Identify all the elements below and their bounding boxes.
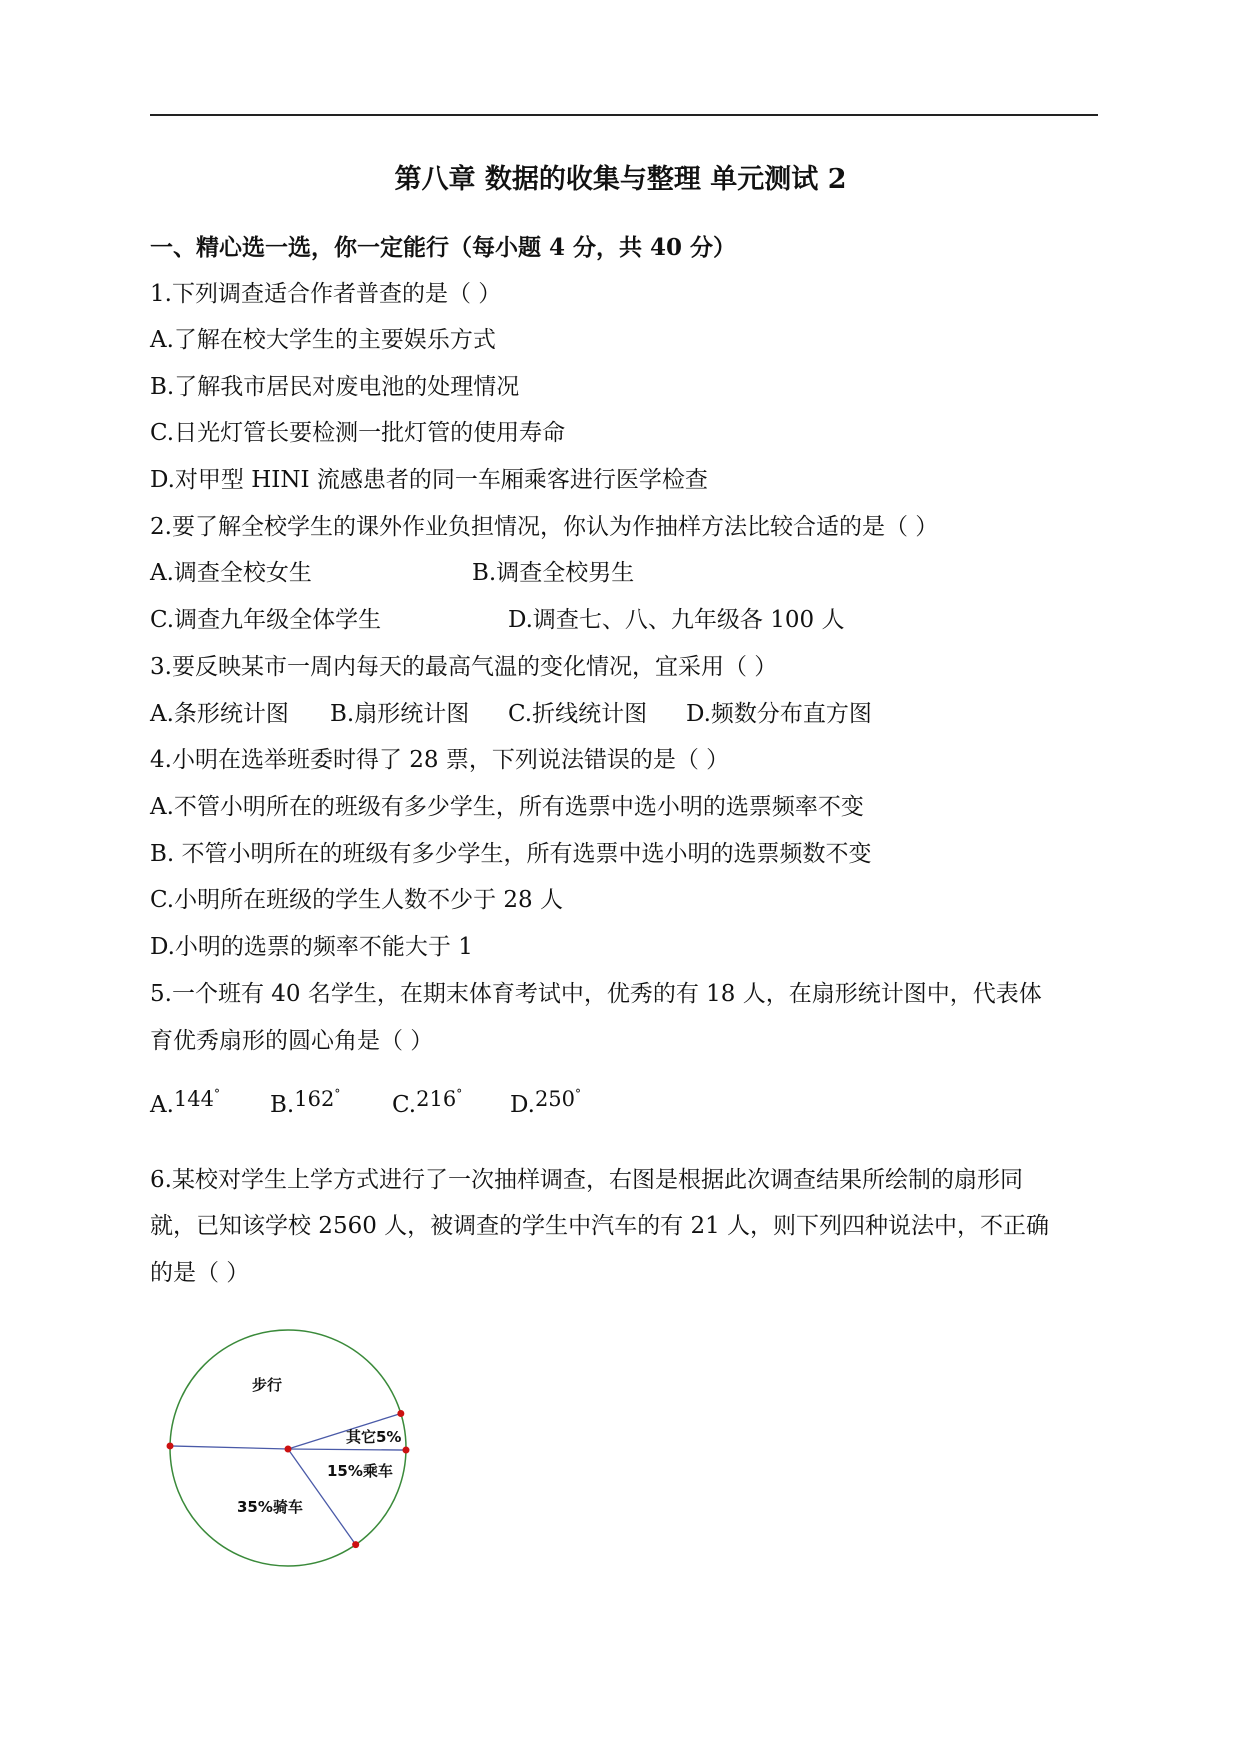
q3-option-b: B.扇形统计图: [330, 701, 470, 727]
q5-option-c-letter: C.: [392, 1092, 417, 1118]
q1-option-a: A.了解在校大学生的主要娱乐方式: [150, 327, 496, 353]
q4-option-b: B. 不管小明所在的班级有多少学生，所有选票中选小明的选票频数不变: [150, 841, 872, 867]
q5-option-a-value: 144: [173, 1087, 215, 1111]
q4-option-c: C.小明所在班级的学生人数不少于 28 人: [150, 887, 563, 913]
q5-option-b-value: 162: [294, 1087, 335, 1111]
q3-option-c: C.折线统计图: [508, 701, 648, 727]
q6-stem-line1: 6.某校对学生上学方式进行了一次抽样调查，右图是根据此次调查结果所绘制的扇形同: [150, 1167, 1023, 1193]
q5-option-a: [150, 1085, 220, 1128]
q1-option-c: C.日光灯管长要检测一批灯管的使用寿命: [150, 420, 566, 446]
q1-option-b: B.了解我市居民对废电池的处理情况: [150, 374, 520, 400]
q2-stem: 2.要了解全校学生的课外作业负担情况，你认为作抽样方法比较合适的是（ ）: [150, 514, 939, 540]
q5-option-d-letter: D.: [510, 1092, 535, 1118]
slice-label-bike: 35%骑车: [237, 1498, 303, 1516]
q4-option-d: D.小明的选票的频率不能大于 1: [150, 934, 473, 960]
degree-symbol: °: [456, 1087, 463, 1101]
q5-stem-line2: 育优秀扇形的圆心角是（ ）: [150, 1028, 434, 1054]
q2-option-a: A.调查全校女生: [150, 560, 312, 586]
boundary-other-bus: [288, 1449, 406, 1450]
q5-option-b: [270, 1085, 340, 1128]
slice-label-walk: 步行: [252, 1376, 283, 1394]
q3-stem: 3.要反映某市一周内每天的最高气温的变化情况，宜采用（ ）: [150, 654, 778, 680]
q3-option-d: D.频数分布直方图: [686, 701, 872, 727]
boundary-point: [397, 1410, 404, 1417]
q2-option-b: B.调查全校男生: [472, 560, 635, 586]
q5-option-c-value: 216: [416, 1087, 457, 1111]
q1-option-d: D.对甲型 HINI 流感患者的同一车厢乘客进行医学检查: [150, 467, 708, 493]
boundary-point: [167, 1442, 174, 1449]
q2-option-d: D.调查七、八、九年级各 100 人: [508, 607, 845, 633]
q5-option-d-value: 250: [534, 1087, 576, 1111]
q5-option-b-letter: B.: [270, 1092, 295, 1118]
q6-stem-line2: 就，已知该学校 2560 人，被调查的学生中汽车的有 21 人，则下列四种说法中，不正确: [150, 1213, 1050, 1239]
q5-option-c: [392, 1085, 462, 1128]
q3-option-a: A.条形统计图: [150, 701, 289, 727]
boundary-point: [352, 1541, 359, 1548]
boundary-walk-start: [170, 1446, 288, 1449]
page-title: 第八章 数据的收集与整理 单元测试 2: [394, 164, 847, 195]
slice-label-bus: 15%乘车: [327, 1462, 393, 1480]
q6-stem-line3: 的是（ ）: [150, 1260, 250, 1286]
q5-option-a-letter: A.: [150, 1092, 174, 1118]
q4-stem: 4.小明在选举班委时得了 28 票，下列说法错误的是（ ）: [150, 747, 730, 773]
boundary-point: [402, 1447, 409, 1454]
degree-symbol: °: [575, 1087, 582, 1101]
top-rule: [150, 114, 1098, 116]
q1-stem: 1.下列调查适合作者普查的是（ ）: [150, 281, 502, 307]
center-point: [285, 1446, 292, 1453]
q5-option-d: [510, 1085, 581, 1128]
q2-option-c: C.调查九年级全体学生: [150, 607, 382, 633]
section-heading: 一、精心选一选，你一定能行（每小题 4 分，共 40 分）: [150, 234, 737, 261]
q4-option-a: A.不管小明所在的班级有多少学生，所有选票中选小明的选票频率不变: [150, 794, 864, 820]
slice-label-other: 其它5%: [346, 1428, 402, 1446]
degree-symbol: °: [334, 1087, 341, 1101]
pie-chart: [160, 1320, 430, 1570]
degree-symbol: °: [214, 1087, 221, 1101]
q5-stem-line1: 5.一个班有 40 名学生，在期末体育考试中，优秀的有 18 人，在扇形统计图中，代表体: [150, 981, 1042, 1007]
